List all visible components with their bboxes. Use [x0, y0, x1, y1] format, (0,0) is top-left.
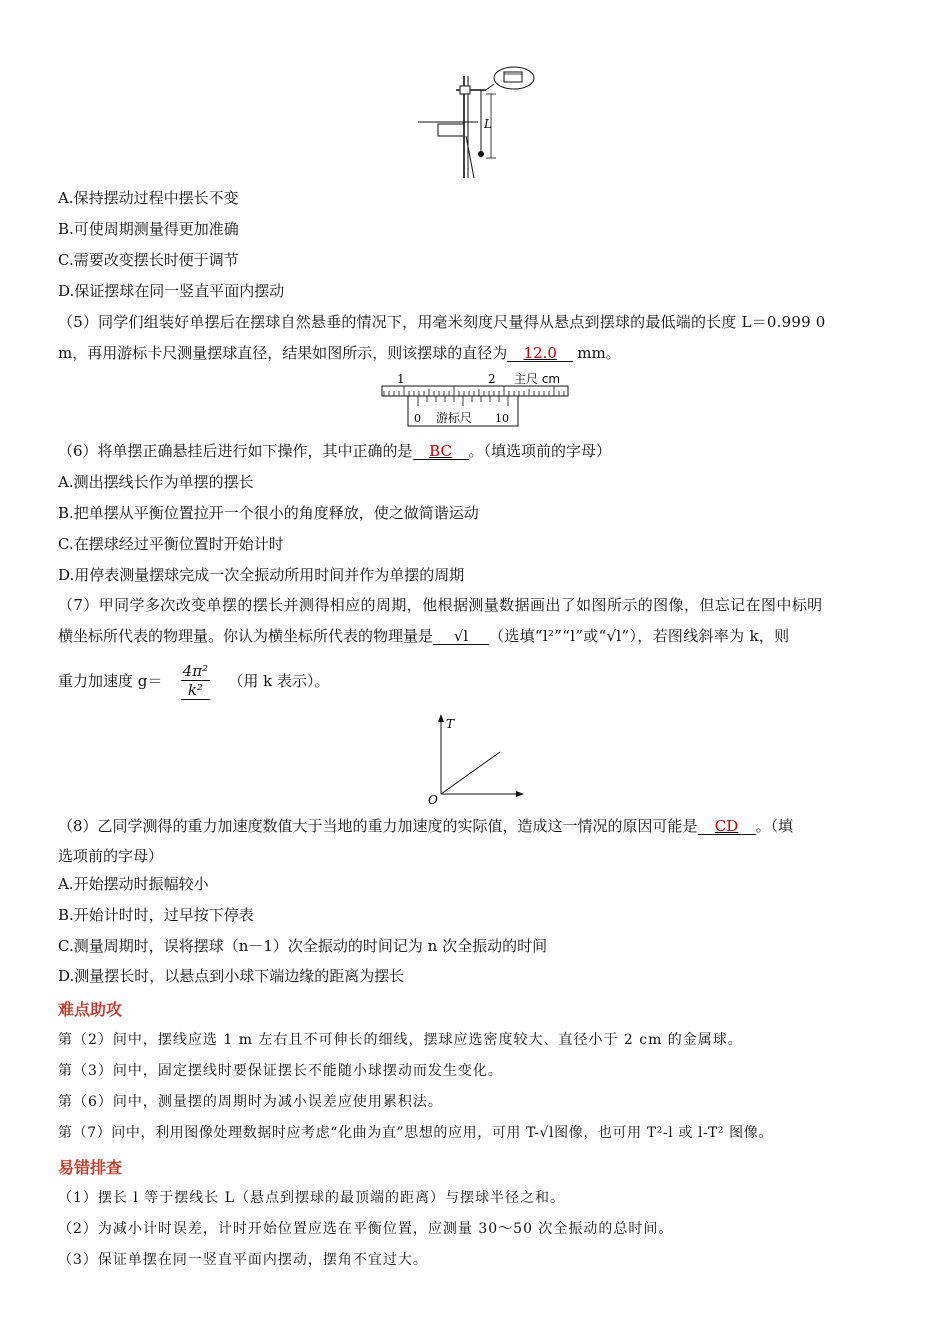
caliper-main-label-2: 2: [488, 372, 496, 386]
q7-stem-line2: [58, 626, 789, 646]
q7-stem-mid: （选填“l²”“l”或“√l”），若图线斜率为 k，则: [489, 627, 790, 645]
period-graph: [424, 712, 528, 808]
q6-option-c: C.在摆球经过平衡位置时开始计时: [58, 535, 284, 553]
q8-stem-post: 。（填: [755, 817, 794, 835]
graph-line: [441, 752, 500, 794]
caliper-vernier-label-0: 0: [414, 412, 421, 425]
pendulum-length-label: L: [484, 117, 492, 131]
difficulty-note-2: 第（3）问中，固定摆线时要保证摆长不能随小球摆动而发生变化。: [58, 1063, 503, 1079]
q6-answer: BC: [413, 443, 469, 460]
q4-option-a: A.保持摆动过程中摆长不变: [58, 189, 239, 207]
q5-stem-post: mm。: [577, 344, 621, 362]
difficulty-note-4: 第（7）问中，利用图像处理数据时应考虑“化曲为直”思想的应用，可用 T-√l图像，也可用 T²-l 或 l-T² 图像。: [58, 1125, 773, 1141]
q8-stem-line1: [58, 816, 793, 836]
pendulum-apparatus-figure: [418, 66, 538, 178]
q7-g-numerator: 4π²: [182, 662, 209, 680]
q6-stem-post: 。（填选项前的字母）: [468, 442, 612, 460]
q5-stem-line2: [58, 343, 621, 363]
q7-g-prefix: 重力加速度 g＝: [58, 672, 163, 690]
q6-option-b: B.把单摆从平衡位置拉开一个很小的角度释放，使之做简谐运动: [58, 504, 479, 522]
caliper-vernier-name: 游标尺: [436, 411, 473, 425]
q4-option-c: C.需要改变摆长时便于调节: [58, 251, 239, 269]
q6-stem: [58, 441, 611, 461]
q8-option-a: A.开始摆动时振幅较小: [58, 875, 209, 893]
q7-g-denominator: k²: [187, 681, 203, 699]
errors-note-2: （2）为减小计时误差，计时开始位置应选在平衡位置，应测量 30～50 次全振动的总时间。: [58, 1221, 674, 1237]
difficulty-heading: 难点助攻: [58, 1000, 123, 1019]
graph-origin-label: O: [428, 793, 438, 807]
q5-stem-pre: m，再用游标卡尺测量摆球直径，结果如图所示，则该摆球的直径为: [58, 344, 508, 362]
q8-stem-pre: （8）乙同学测得的重力加速度数值大于当地的重力加速度的实际值，造成这一情况的原因可能是: [58, 817, 698, 835]
q6-stem-pre: （6）将单摆正确悬挂后进行如下操作，其中正确的是: [58, 442, 413, 460]
q6-option-d: D.用停表测量摆球完成一次全振动所用时间并作为单摆的周期: [58, 566, 465, 584]
q8-stem-line2: 选项前的字母）: [58, 847, 164, 865]
errors-note-1: （1）摆长 l 等于摆线长 L（悬点到摆球的最顶端的距离）与摆球半径之和。: [58, 1190, 566, 1206]
errors-heading: 易错排查: [58, 1158, 123, 1177]
caliper-main-label-1: 1: [397, 372, 405, 386]
caliper-vernier-label-10: 10: [495, 412, 509, 425]
errors-note-3: （3）保证单摆在同一竖直平面内摆动，摆角不宜过大。: [58, 1252, 428, 1268]
caliper-main-scale-label: 主尺 cm: [514, 372, 561, 386]
q5-answer: 12.0: [507, 345, 573, 362]
q7-stem-line1: （7）甲同学多次改变单摆的摆长并测得相应的周期，他根据测量数据画出了如图所示的图像，但忘记在图中标明: [58, 596, 823, 614]
q7-g-answer: [162, 662, 228, 700]
q8-option-b: B.开始计时时，过早按下停表: [58, 906, 254, 924]
difficulty-note-1: 第（2）问中，摆线应选 1 m 左右且不可伸长的细线，摆球应选密度较大、直径小于 2 cm 的金属球。: [58, 1032, 743, 1048]
q8-answer: CD: [698, 818, 756, 835]
q4-option-d: D.保证摆球在同一竖直平面内摆动: [58, 282, 285, 300]
graph-y-label: T: [446, 717, 455, 731]
q8-option-c: C.测量周期时，误将摆球（n－1）次全振动的时间记为 n 次全振动的时间: [58, 937, 548, 955]
q7-answer: √l: [433, 628, 489, 645]
q7-stem-pre: 横坐标所代表的物理量。你认为横坐标所代表的物理量是: [58, 627, 434, 645]
q8-option-d: D.测量摆长时，以悬点到小球下端边缘的距离为摆长: [58, 967, 405, 985]
q7-stem-line3: [58, 660, 330, 701]
q6-option-a: A.测出摆线长作为单摆的摆长: [58, 473, 254, 491]
q5-stem-line1: （5）同学们组装好单摆后在摆球自然悬垂的情况下，用毫米刻度尺量得从悬点到摆球的最低端的长度 L＝0.999 0: [58, 313, 826, 331]
difficulty-note-3: 第（6）问中，测量摆的周期时为减小误差应使用累积法。: [58, 1094, 443, 1110]
q7-g-suffix: （用 k 表示）。: [228, 672, 330, 690]
vernier-caliper-figure: [380, 368, 572, 430]
q4-option-b: B.可使周期测量得更加准确: [58, 220, 239, 238]
